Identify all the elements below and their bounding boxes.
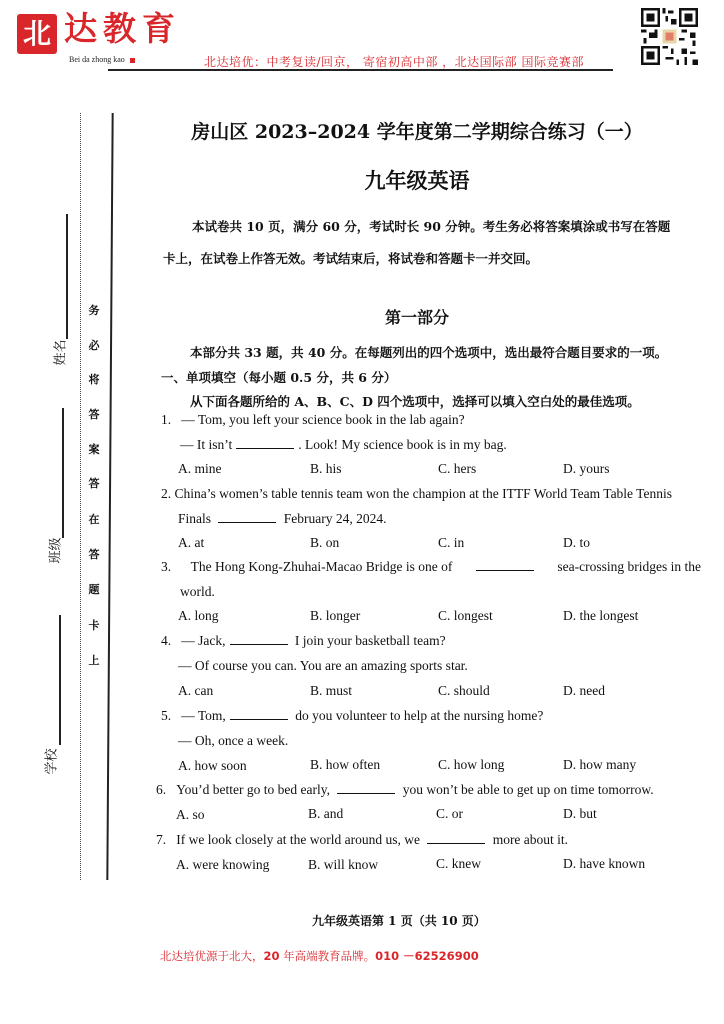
answer-blank	[337, 782, 395, 794]
question-number: 1.	[161, 412, 172, 427]
binding-notice-char: 案	[88, 443, 100, 456]
question-2-option-a[interactable]: A. at	[178, 535, 205, 550]
question-2-option-d[interactable]: D. to	[563, 535, 590, 550]
school-field-line[interactable]	[59, 615, 61, 745]
question-2-option-b[interactable]: B. on	[310, 535, 340, 550]
question-5-line-1: 5. — Tom, do you volunteer to help at the nursing home?	[161, 708, 544, 723]
question-3-option-c[interactable]: C. longest	[438, 608, 493, 623]
contact-phone: 010 －62526900	[375, 949, 479, 963]
question-5-line-2: — Oh, once a week.	[178, 733, 289, 748]
question-number: 2.	[161, 486, 172, 501]
binding-notice-char: 在	[88, 513, 100, 526]
question-5-option-a[interactable]: A. how soon	[178, 758, 247, 773]
answer-blank	[427, 832, 485, 844]
question-3-option-b[interactable]: B. longer	[310, 608, 361, 623]
question-1-option-b[interactable]: B. his	[310, 461, 342, 476]
instructions-line-1: 本试卷共 10 页，满分 60 分，考试时长 90 分钟。考生务必将答案填涂或书写在答题	[192, 219, 671, 234]
question-2-line-2: Finals February 24, 2024.	[178, 511, 387, 526]
header-slogan: 北达培优：中考复读/回京， 寄宿初高中部 ，北达国际部 国际竞赛部	[204, 55, 584, 69]
binding-notice-char: 题	[88, 583, 100, 596]
section-heading: 一、单项填空（每小题 0.5 分，共 6 分）	[161, 370, 397, 385]
question-2-line-1: 2. China’s women’s table tennis team won the champion at the ITTF World Team Table Tennis	[161, 486, 672, 501]
question-1-option-a[interactable]: A. mine	[178, 461, 222, 476]
question-1-option-c[interactable]: C. hers	[438, 461, 477, 476]
binding-notice-char: 答	[88, 548, 100, 561]
question-7-option-c[interactable]: C. knew	[436, 856, 481, 871]
qr-code-icon	[641, 8, 698, 65]
question-number: 3.	[161, 559, 172, 574]
question-7-option-b[interactable]: B. will know	[308, 857, 379, 872]
part-title: 第一部分	[384, 308, 449, 327]
question-number: 7.	[156, 832, 167, 847]
binding-notice-char: 卡	[88, 619, 100, 632]
exam-title: 房山区 2023–2024 学年度第二学期综合练习（一）	[191, 121, 643, 143]
question-6-option-d[interactable]: D. but	[563, 806, 597, 821]
name-field-label: 姓名	[53, 339, 69, 366]
question-4-line-1: 4. — Jack, I join your basketball team?	[161, 633, 446, 648]
answer-blank	[230, 708, 288, 720]
question-6-line-1: 6. You’d better go to bed early, you won’t be able to get up on time tomorrow.	[156, 782, 654, 797]
binding-notice-char: 上	[88, 654, 100, 667]
school-field-label: 学校	[44, 748, 60, 775]
question-5-option-c[interactable]: C. how long	[438, 757, 505, 772]
logo-pinyin: Bei da zhong kao	[69, 55, 135, 64]
page-number: 九年级英语第 1 页（共 10 页）	[312, 914, 486, 928]
question-5-option-b[interactable]: B. how often	[310, 757, 381, 772]
question-5-option-d[interactable]: D. how many	[563, 757, 637, 772]
question-6-option-b[interactable]: B. and	[308, 806, 344, 821]
question-7-line-1: 7. If we look closely at the world around us, we more about it.	[156, 832, 569, 847]
question-7-option-a[interactable]: A. were knowing	[176, 857, 270, 872]
answer-blank	[218, 511, 276, 523]
binding-notice-char: 务	[88, 304, 100, 317]
binding-dotted-line	[80, 113, 81, 880]
header-rule	[108, 69, 613, 71]
question-7-option-d[interactable]: D. have known	[563, 856, 646, 871]
question-3-line-2: world.	[180, 584, 215, 599]
answer-blank	[236, 437, 294, 449]
part-intro: 本部分共 33 题，共 40 分。在每题列出的四个选项中，选出最符合题目要求的一项。	[190, 345, 668, 360]
question-3-line-1: 3. The Hong Kong-Zhuhai-Macao Bridge is one of sea-crossing bridges in the	[161, 559, 701, 574]
question-1-line-2: — It isn’t . Look! My science book is in my bag.	[180, 437, 507, 452]
binding-notice-char: 答	[88, 477, 100, 490]
question-6-option-c[interactable]: C. or	[436, 806, 463, 821]
section-instruction: 从下面各题所给的 A、B、C、D 四个选项中，选择可以填入空白处的最佳选项。	[190, 394, 640, 409]
class-field-label: 班级	[48, 537, 64, 564]
answer-blank	[230, 633, 288, 645]
question-4-option-a[interactable]: A. can	[178, 683, 214, 698]
question-number: 5.	[161, 708, 172, 723]
question-number: 4.	[161, 633, 172, 648]
class-field-line[interactable]	[62, 408, 64, 538]
binding-solid-line	[106, 113, 113, 880]
question-2-option-c[interactable]: C. in	[438, 535, 465, 550]
name-field-line[interactable]	[66, 214, 68, 339]
question-4-option-b[interactable]: B. must	[310, 683, 353, 698]
question-4-line-2: — Of course you can. You are an amazing sports star.	[178, 658, 468, 673]
binding-notice-char: 答	[88, 408, 100, 421]
binding-notice-char: 必	[88, 339, 100, 352]
question-3-option-a[interactable]: A. long	[178, 608, 219, 623]
question-4-option-c[interactable]: C. should	[438, 683, 490, 698]
logo-mark: 北	[17, 14, 57, 54]
logo-text: 达教育	[64, 9, 181, 48]
question-1-line-1: 1. — Tom, you left your science book in the lab again?	[161, 412, 465, 427]
answer-blank	[476, 559, 534, 571]
question-4-option-d[interactable]: D. need	[563, 683, 605, 698]
question-1-option-d[interactable]: D. yours	[563, 461, 610, 476]
question-number: 6.	[156, 782, 167, 797]
instructions-line-2: 卡上，在试卷上作答无效。考试结束后，将试卷和答题卡一并交回。	[163, 251, 539, 266]
binding-notice-char: 将	[88, 373, 100, 386]
question-6-option-a[interactable]: A. so	[176, 807, 205, 822]
question-3-option-d[interactable]: D. the longest	[563, 608, 639, 623]
logo-dot-icon	[130, 58, 135, 63]
footer-slogan: 北达培优源于北大，20 年高端教育品牌。010 －62526900	[160, 949, 479, 963]
exam-subtitle: 九年级英语	[364, 168, 470, 193]
